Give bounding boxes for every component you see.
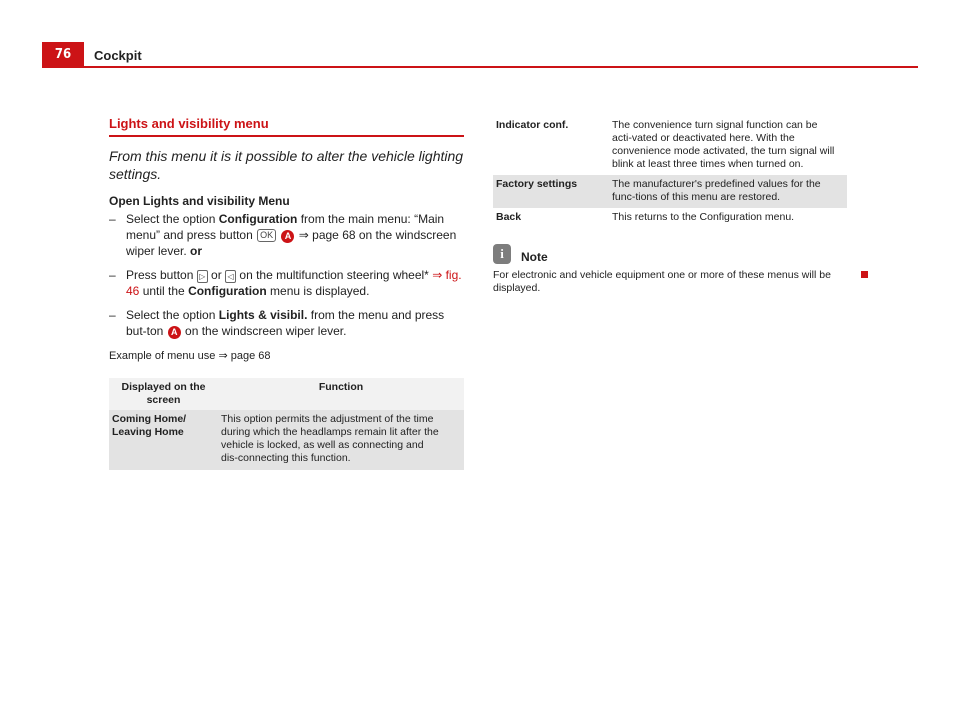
- table-cell-key: Factory settings: [493, 175, 609, 208]
- chapter-title: Cockpit: [94, 48, 142, 63]
- table-cell-key: Back: [496, 211, 522, 223]
- step-3: [109, 307, 464, 339]
- table-row: [493, 175, 847, 208]
- step-text: until the: [139, 284, 189, 298]
- left-column: [109, 116, 464, 470]
- note-label: Note: [521, 250, 548, 264]
- step-1: [109, 211, 464, 259]
- section-intro: From this menu it is it possible to alter the vehicle lighting settings.: [109, 148, 464, 182]
- step-text: Press button: [126, 268, 197, 282]
- button-a-icon: A: [281, 230, 294, 243]
- arrow-right-button-icon: ▷: [197, 270, 208, 283]
- table-cell-value: The manufacturer's predefined values for the func‑tions of this menu are restored.: [609, 175, 847, 208]
- note-text: For electronic and vehicle equipment one or more of these menus will be displayed.: [493, 269, 831, 294]
- step-keyword: or: [190, 244, 203, 258]
- header-divider: [84, 66, 918, 68]
- page-number: 76: [42, 42, 84, 68]
- step-keyword: Configuration: [218, 212, 298, 226]
- step-text: Select the option: [126, 308, 219, 322]
- column-header: Function: [218, 378, 464, 410]
- ok-button-icon: OK: [257, 229, 276, 242]
- example-reference: Example of menu use ⇒ page 68: [109, 350, 271, 362]
- table-cell-value: This option permits the adjustment of the time during which the headlamps remain lit after the vehicle is locked, as well as connecting and dis‑connecting this function.: [218, 410, 464, 470]
- info-glyph: i: [500, 246, 504, 261]
- step-text: on the windscreen wiper lever.: [181, 324, 347, 338]
- table-row: [109, 410, 464, 470]
- step-text: menu is displayed.: [266, 284, 370, 298]
- button-a-icon: A: [168, 326, 181, 339]
- table-cell-value: The convenience turn signal function can be acti‑vated or deactivated here. With the convenience mode activated, the turn signal will blink at least three times when turned on.: [612, 119, 835, 170]
- figure-reference-link[interactable]: ⇒ fig. 46: [126, 268, 462, 298]
- column-header: Displayed on the screen: [109, 378, 218, 410]
- menu-table-continued: [493, 116, 847, 228]
- step-dash: –: [109, 212, 116, 226]
- step-text: on the multifunction steering wheel*: [236, 268, 433, 282]
- table-header-row: [109, 378, 464, 410]
- table-row: [493, 208, 847, 228]
- table-cell-key: Indicator conf.: [496, 119, 569, 131]
- step-dash: –: [109, 268, 116, 282]
- step-keyword: Configuration: [188, 284, 267, 298]
- section-heading: Lights and visibility menu: [109, 116, 464, 137]
- step-text: from the main menu: “Main menu” and press button: [126, 212, 445, 242]
- step-text: from the menu and press but‑ton: [126, 308, 445, 338]
- step-2: [109, 267, 464, 299]
- step-dash: –: [109, 308, 116, 322]
- step-text: or: [207, 268, 226, 282]
- table-cell-value: This returns to the Configuration menu.: [612, 211, 795, 223]
- step-keyword: Lights & visibil.: [218, 308, 308, 322]
- right-column: [493, 116, 847, 295]
- section-end-marker: [861, 271, 868, 278]
- arrow-left-button-icon: ◁: [225, 270, 236, 283]
- note-header: [493, 244, 847, 264]
- menu-table: [109, 378, 464, 470]
- table-cell-key: Coming Home/ Leaving Home: [109, 410, 218, 470]
- table-row: [493, 116, 847, 175]
- step-text: Select the option: [126, 212, 219, 226]
- step-text: ⇒ page 68 on the windscreen wiper lever.: [126, 228, 457, 258]
- procedure-heading: Open Lights and visibility Menu: [109, 194, 290, 208]
- info-note-icon: [493, 244, 511, 264]
